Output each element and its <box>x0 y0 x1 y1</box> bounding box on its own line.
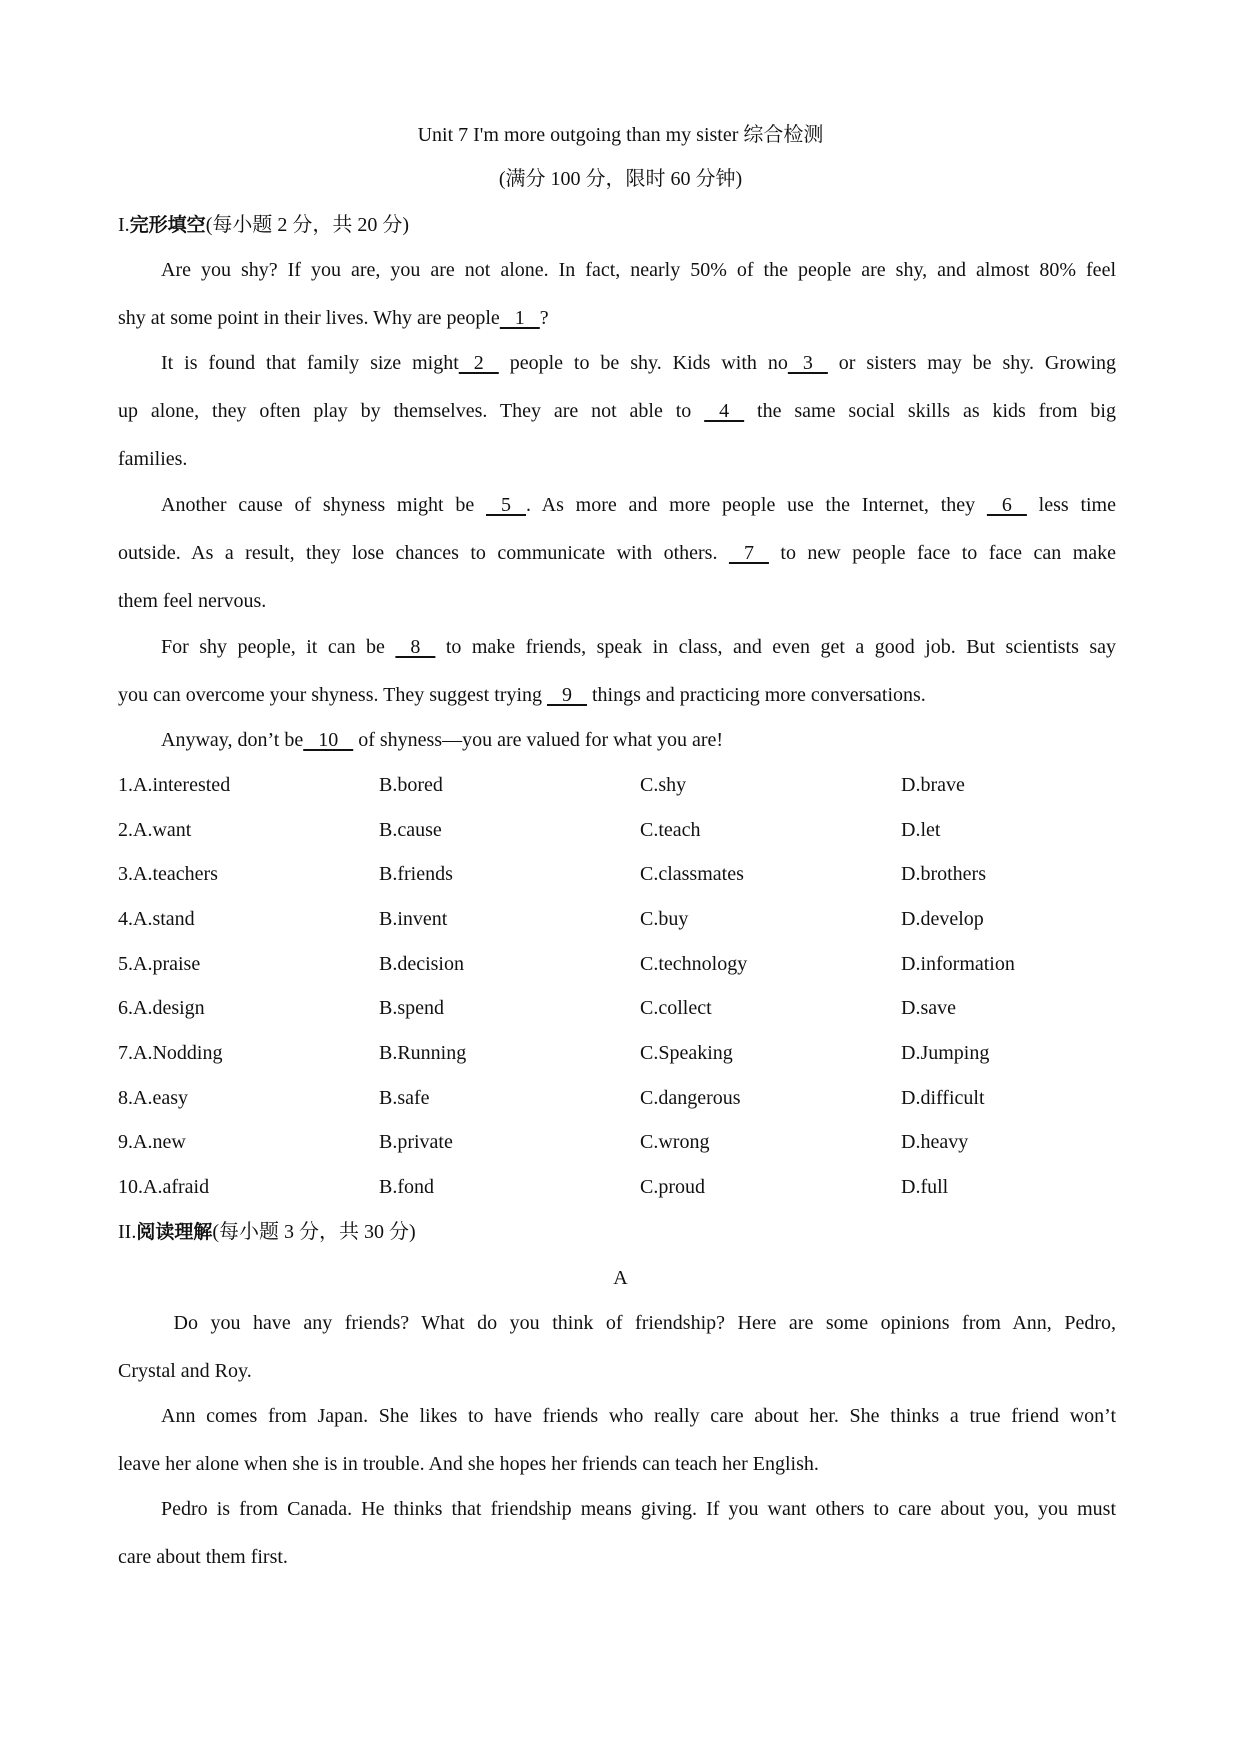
option-8-a: 8.A.easy <box>118 1087 188 1109</box>
section-1-heading <box>118 213 409 237</box>
option-8-c: C.dangerous <box>640 1087 741 1109</box>
cloze-text: Anyway, don’t be <box>161 729 304 751</box>
option-5-c: C.technology <box>640 953 748 975</box>
cloze-text: For shy people, it can be <box>161 636 396 658</box>
option-4-b: B.invent <box>379 908 448 930</box>
option-8-b: B.safe <box>379 1087 430 1109</box>
option-6-a: 6.A.design <box>118 997 205 1019</box>
cloze-text: shy at some point in their lives. Why are people <box>118 307 500 329</box>
cloze-text: to new people face to face can make <box>768 542 1117 564</box>
option-4-a: 4.A.stand <box>118 908 195 930</box>
option-5-d: D.information <box>901 953 1015 975</box>
option-10-c: C.proud <box>640 1176 705 1198</box>
option-1-c: C.shy <box>640 774 687 796</box>
option-6-c: C.collect <box>640 997 712 1019</box>
option-8-d: D.difficult <box>901 1087 985 1109</box>
option-7-b: B.Running <box>379 1042 467 1064</box>
option-1-d: D.brave <box>901 774 965 796</box>
cloze-text: up alone, they often play by themselves. They are not able to <box>118 400 705 422</box>
cloze-text: outside. As a result, they lose chances to communicate with others. <box>118 542 729 564</box>
section-2-heading <box>118 1220 416 1244</box>
blank-3: 3 <box>787 352 828 374</box>
option-9-d: D.heavy <box>901 1131 969 1153</box>
option-2-d: D.let <box>901 819 941 841</box>
option-5-a: 5.A.praise <box>118 953 201 975</box>
blank-2: 2 <box>458 352 499 374</box>
option-9-a: 9.A.new <box>118 1131 186 1153</box>
cloze-p1-line1: Are you shy? If you are, you are not alone. In fact, nearly 50% of the people are shy, and almost 80% feel <box>161 259 1116 281</box>
reading-p2-line2: leave her alone when she is in trouble. And she hopes her friends can teach her English. <box>118 1453 819 1475</box>
section-2-prefix: II. <box>118 1221 137 1243</box>
cloze-p2-line1 <box>161 351 1116 375</box>
blank-7: 7 <box>728 542 769 564</box>
cloze-p4-line1 <box>161 635 1116 659</box>
section-1-note: (每小题 2 分，共 20 分) <box>205 214 410 236</box>
cloze-p4-line2 <box>118 683 926 707</box>
blank-10: 10 <box>303 729 354 751</box>
option-2-c: C.teach <box>640 819 701 841</box>
reading-p1-line2: Crystal and Roy. <box>118 1360 252 1382</box>
cloze-text: you can overcome your shyness. They suggest trying <box>118 684 547 706</box>
blank-1: 1 <box>499 307 540 329</box>
option-1-b: B.bored <box>379 774 443 796</box>
option-7-a: 7.A.Nodding <box>118 1042 223 1064</box>
option-7-c: C.Speaking <box>640 1042 733 1064</box>
cloze-text: the same social skills as kids from big <box>744 400 1116 422</box>
cloze-text: ? <box>539 307 549 329</box>
option-3-b: B.friends <box>379 863 453 885</box>
option-4-d: D.develop <box>901 908 984 930</box>
cloze-text: things and practicing more conversations. <box>587 684 926 706</box>
option-2-b: B.cause <box>379 819 442 841</box>
option-2-a: 2.A.want <box>118 819 192 841</box>
blank-9: 9 <box>547 684 587 706</box>
option-10-b: B.fond <box>379 1176 434 1198</box>
blank-6: 6 <box>986 494 1027 516</box>
cloze-p3-line3: them feel nervous. <box>118 590 267 612</box>
option-4-c: C.buy <box>640 908 689 930</box>
reading-part-label: A <box>613 1267 628 1289</box>
section-1-prefix: I. <box>118 214 130 236</box>
cloze-text: less time <box>1026 494 1116 516</box>
cloze-p3-line2 <box>118 541 1116 565</box>
cloze-text: Another cause of shyness might be <box>161 494 486 516</box>
option-6-b: B.spend <box>379 997 444 1019</box>
section-2-note: (每小题 3 分，共 30 分) <box>212 1221 416 1243</box>
reading-p2-line1: Ann comes from Japan. She likes to have friends who really care about her. She thinks a true friend won’t <box>161 1405 1116 1427</box>
page-subtitle: (满分 100 分，限时 60 分钟) <box>498 168 743 190</box>
cloze-p1-line2 <box>118 306 549 330</box>
option-10-a: 10.A.afraid <box>118 1176 210 1198</box>
cloze-text: of shyness—you are valued for what you are! <box>353 729 724 751</box>
reading-p3-line2: care about them first. <box>118 1546 288 1568</box>
cloze-text: to make friends, speak in class, and even get a good job. But scientists say <box>435 636 1116 658</box>
page-title: Unit 7 I'm more outgoing than my sister 综合检测 <box>417 124 824 146</box>
cloze-p2-line3: families. <box>118 448 188 470</box>
section-1-title: 完形填空 <box>129 214 206 236</box>
option-6-d: D.save <box>901 997 956 1019</box>
cloze-text: . As more and more people use the Internet, they <box>526 494 987 516</box>
blank-4: 4 <box>704 400 745 422</box>
cloze-text: people to be shy. Kids with no <box>498 352 788 374</box>
option-3-d: D.brothers <box>901 863 986 885</box>
cloze-p3-line1 <box>161 493 1116 517</box>
option-9-c: C.wrong <box>640 1131 710 1153</box>
cloze-p2-line2 <box>118 399 1116 423</box>
option-9-b: B.private <box>379 1131 453 1153</box>
blank-8: 8 <box>395 636 436 658</box>
blank-5: 5 <box>486 494 526 516</box>
section-2-title: 阅读理解 <box>136 1221 213 1243</box>
cloze-text: or sisters may be shy. Growing <box>827 352 1116 374</box>
option-3-c: C.classmates <box>640 863 744 885</box>
option-3-a: 3.A.teachers <box>118 863 218 885</box>
reading-p3-line1: Pedro is from Canada. He thinks that friendship means giving. If you want others to care about you, you must <box>161 1498 1116 1520</box>
option-7-d: D.Jumping <box>901 1042 990 1064</box>
cloze-p5-line1 <box>161 728 723 752</box>
reading-p1-line1: Do you have any friends? What do you think of friendship? Here are some opinions from Ann, Pedro, <box>161 1312 1116 1334</box>
option-5-b: B.decision <box>379 953 464 975</box>
option-10-d: D.full <box>901 1176 949 1198</box>
cloze-text: It is found that family size might <box>161 352 459 374</box>
option-1-a: 1.A.interested <box>118 774 231 796</box>
